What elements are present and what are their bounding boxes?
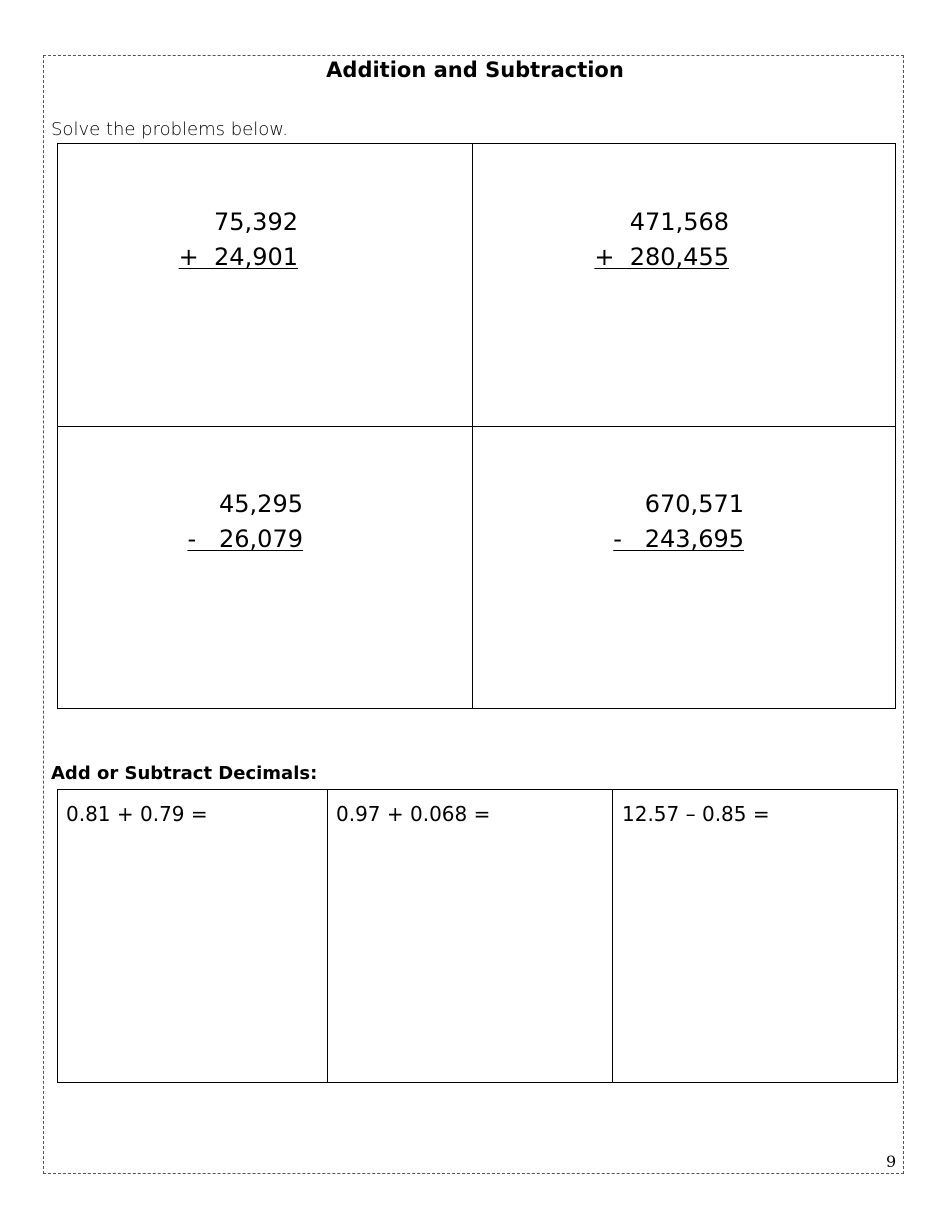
decimal-problem-1: 0.81 + 0.79 =	[66, 802, 208, 826]
problem-top-number: 670,571	[644, 490, 744, 518]
problem-top-number: 75,392	[214, 208, 298, 236]
problem-top-number: 471,568	[629, 208, 729, 236]
decimals-heading: Add or Subtract Decimals:	[51, 763, 318, 784]
decimal-problem-3: 12.57 – 0.85 =	[622, 802, 770, 826]
problem-bottom-number: - 26,079	[187, 525, 303, 553]
grid-divider-horizontal	[58, 426, 895, 427]
problem-addition-1	[150, 205, 298, 275]
page-title: Addition and Subtraction	[326, 58, 624, 82]
problem-addition-2	[560, 205, 729, 275]
problem-subtraction-1	[150, 487, 303, 557]
problem-top-number: 45,295	[219, 490, 303, 518]
decimals-table	[57, 789, 898, 1083]
problem-bottom-number: + 280,455	[594, 243, 729, 271]
page-number: 9	[886, 1152, 897, 1171]
decimals-divider	[612, 790, 613, 1082]
problem-bottom-number: + 24,901	[178, 243, 298, 271]
decimal-problem-2: 0.97 + 0.068 =	[336, 802, 491, 826]
problem-bottom-number: - 243,695	[613, 525, 744, 553]
instructions: Solve the problems below.	[51, 119, 289, 140]
decimals-divider	[327, 790, 328, 1082]
problem-subtraction-2	[560, 487, 744, 557]
